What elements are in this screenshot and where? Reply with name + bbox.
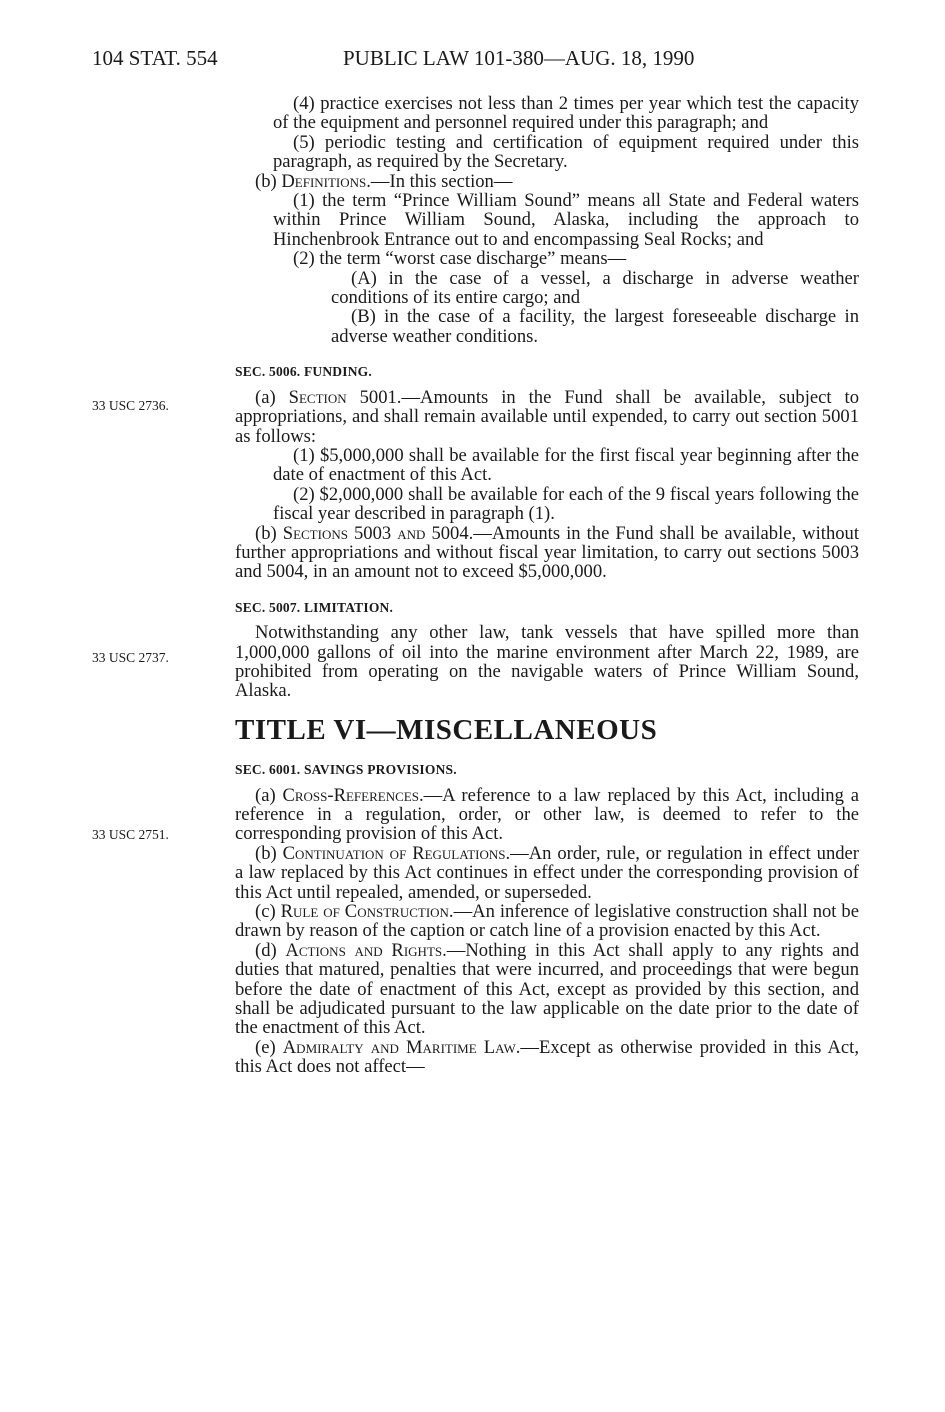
subsection-heading: Rule of Construction [280, 901, 449, 923]
paragraph-5: (5) periodic testing and certification of equipment required under this paragraph, as required by the Secretary. [273, 131, 859, 173]
subsection-text: .—An order, rule, or regulation in effect under a law replaced by this Act continues in effect under the corresponding provision of this Act until repealed, amended, or superseded. [235, 842, 859, 903]
definition-2: (2) the term “worst case discharge” means— [293, 248, 627, 270]
section-5006-heading: SEC. 5006. FUNDING. [235, 364, 372, 380]
subsection-text: .—A reference to a law replaced by this Act, including a reference in a regulation, order, or other law, is deemed to refer to the corresponding provision of this Act. [235, 784, 859, 845]
paragraph-4: (4) practice exercises not less than 2 times per year which test the capacity of the equipment and personnel required under this paragraph; and [273, 93, 859, 134]
subsection-heading: Actions and Rights [285, 939, 443, 961]
subsection-lead: (d) [255, 939, 286, 961]
section-5006-b [235, 524, 859, 582]
subsection-heading: Admiralty and Maritime Law [282, 1036, 516, 1058]
subsection-lead: (a) [255, 784, 283, 806]
subsection-lead: (a) [255, 386, 289, 408]
subsection-heading: Sections [282, 522, 348, 544]
section-6001-b [235, 844, 859, 902]
definition-2a: (A) in the case of a vessel, a discharge in adverse weather conditions of its entire cargo; and [331, 267, 859, 309]
section-5007-heading: SEC. 5007. LIMITATION. [235, 599, 394, 615]
subsection-text: .—Except as otherwise provided in this Act, this Act does not affect— [235, 1036, 859, 1078]
section-5006-a [235, 388, 859, 446]
subsection-lead: (c) [255, 901, 281, 923]
margin-note-usc-2751: 33 USC 2751. [92, 827, 169, 842]
subsection-heading: Cross-References [282, 784, 419, 806]
document-body [235, 94, 859, 1077]
section-5006-a-1: (1) $5,000,000 shall be available for the first fiscal year beginning after the date of enactment of this Act. [273, 444, 859, 486]
section-5006-a-2: (2) $2,000,000 shall be available for each of the 9 fiscal years following the fiscal year described in paragraph (1). [273, 483, 859, 525]
page-stat-number: 104 STAT. 554 [92, 46, 218, 70]
section-5007-text: Notwithstanding any other law, tank vessels that have spilled more than 1,000,000 gallons of oil into the marine environment after March 22, 1989, are prohibited from operating on the navigable waters of Prince William Sound, Alaska. [235, 622, 859, 702]
margin-note-usc-2736: 33 USC 2736. [92, 398, 169, 413]
section-6001-e [235, 1038, 859, 1077]
subsection-text: 5003 [347, 522, 398, 544]
section-6001-c [235, 902, 859, 941]
subsection-b-definitions [235, 172, 859, 191]
subsection-heading-and: and [397, 522, 426, 544]
section-6001-a [235, 786, 859, 844]
subsection-heading: Section [288, 386, 347, 408]
subsection-heading: Continuation of Regulations [282, 842, 506, 864]
section-6001-heading: SEC. 6001. SAVINGS PROVISIONS. [235, 762, 457, 778]
subsection-text: 5004.—Amounts in the Fund shall be available, without further appropriations and without fiscal year limitation, to carry out sections 5003 and 5004, in an amount not to exceed $5,000,000. [235, 522, 860, 583]
title-vi-heading: TITLE VI—MISCELLANEOUS [235, 713, 658, 746]
definition-2b: (B) in the case of a facility, the largest foreseeable discharge in adverse weather conditions. [331, 306, 859, 347]
subsection-text: .—In this section— [366, 170, 513, 192]
subsection-text: 5001.—Amounts in the Fund shall be available, subject to appropriations, and shall remain available until expended, to carry out section 5001 as follows: [235, 386, 859, 447]
definition-1: (1) the term “Prince William Sound” means all State and Federal waters within Prince William Sound, Alaska, including the approach to Hinchenbrook Entrance out to and encompassing Seal Rocks; and [273, 190, 859, 250]
margin-note-usc-2737: 33 USC 2737. [92, 650, 169, 665]
subsection-heading: Definitions [281, 170, 367, 192]
subsection-lead: (b) [255, 842, 283, 864]
subsection-lead: (e) [255, 1036, 283, 1058]
subsection-lead: (b) [255, 170, 282, 192]
subsection-lead: (b) [255, 522, 283, 544]
page-header-title: PUBLIC LAW 101-380—AUG. 18, 1990 [343, 46, 695, 70]
subsection-text: .—An inference of legislative construction shall not be drawn by reason of the caption or catch line of a provision enacted by this Act. [235, 901, 859, 942]
section-6001-d [235, 941, 859, 1038]
subsection-text: .—Nothing in this Act shall apply to any rights and duties that matured, penalties that were incurred, and proceedings that were begun before the date of enactment of this Act, except as provided by this section, and shall be adjudicated pursuant to the law applicable on the date prior to the date of the enactment of this Act. [235, 939, 859, 1039]
